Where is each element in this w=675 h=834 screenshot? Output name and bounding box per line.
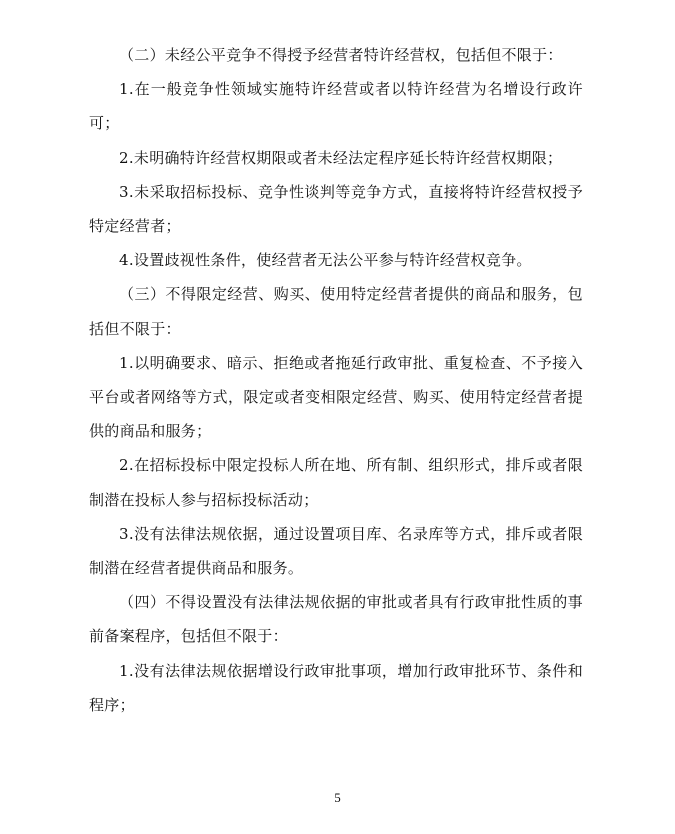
section-2-item-3: 3.未采取招标投标、竞争性谈判等竞争方式，直接将特许经营权授予特定经营者； [89, 182, 583, 236]
section-2-item-4: 4.设置歧视性条件，使经营者无法公平参与特许经营权竞争。 [119, 251, 532, 270]
page-number: 5 [334, 790, 341, 805]
section-3-heading: （三）不得限定经营、购买、使用特定经营者提供的商品和服务，包括但不限于： [89, 285, 583, 338]
section-4-heading: （四）不得设置没有法律法规依据的审批或者具有行政审批性质的事前备案程序，包括但不限于： [89, 593, 583, 646]
section-2-item-2: 2.未明确特许经营权期限或者未经法定程序延长特许经营权期限； [119, 148, 563, 167]
section-3-item-2: 2.在招标投标中限定投标人所在地、所有制、组织形式，排斥或者限制潜在投标人参与招标投标活动； [89, 456, 583, 509]
section-2-heading: （二）未经公平竞争不得授予经营者特许经营权，包括但不限于： [119, 46, 563, 64]
section-2-item-1: 1.在一般竞争性领域实施特许经营或者以特许经营为名增设行政许可； [89, 80, 583, 133]
section-3-item-1: 1.以明确要求、暗示、拒绝或者拖延行政审批、重复检查、不予接入平台或者网络等方式，限定或者变相限定经营、购买、使用特定经营者提供的商品和服务； [89, 353, 583, 441]
section-3-item-3: 3.没有法律法规依据，通过设置项目库、名录库等方式，排斥或者限制潜在经营者提供商品和服务。 [89, 524, 583, 578]
section-4-item-1: 1.没有法律法规依据增设行政审批事项，增加行政审批环节、条件和程序； [89, 661, 583, 714]
body-text [89, 38, 583, 722]
